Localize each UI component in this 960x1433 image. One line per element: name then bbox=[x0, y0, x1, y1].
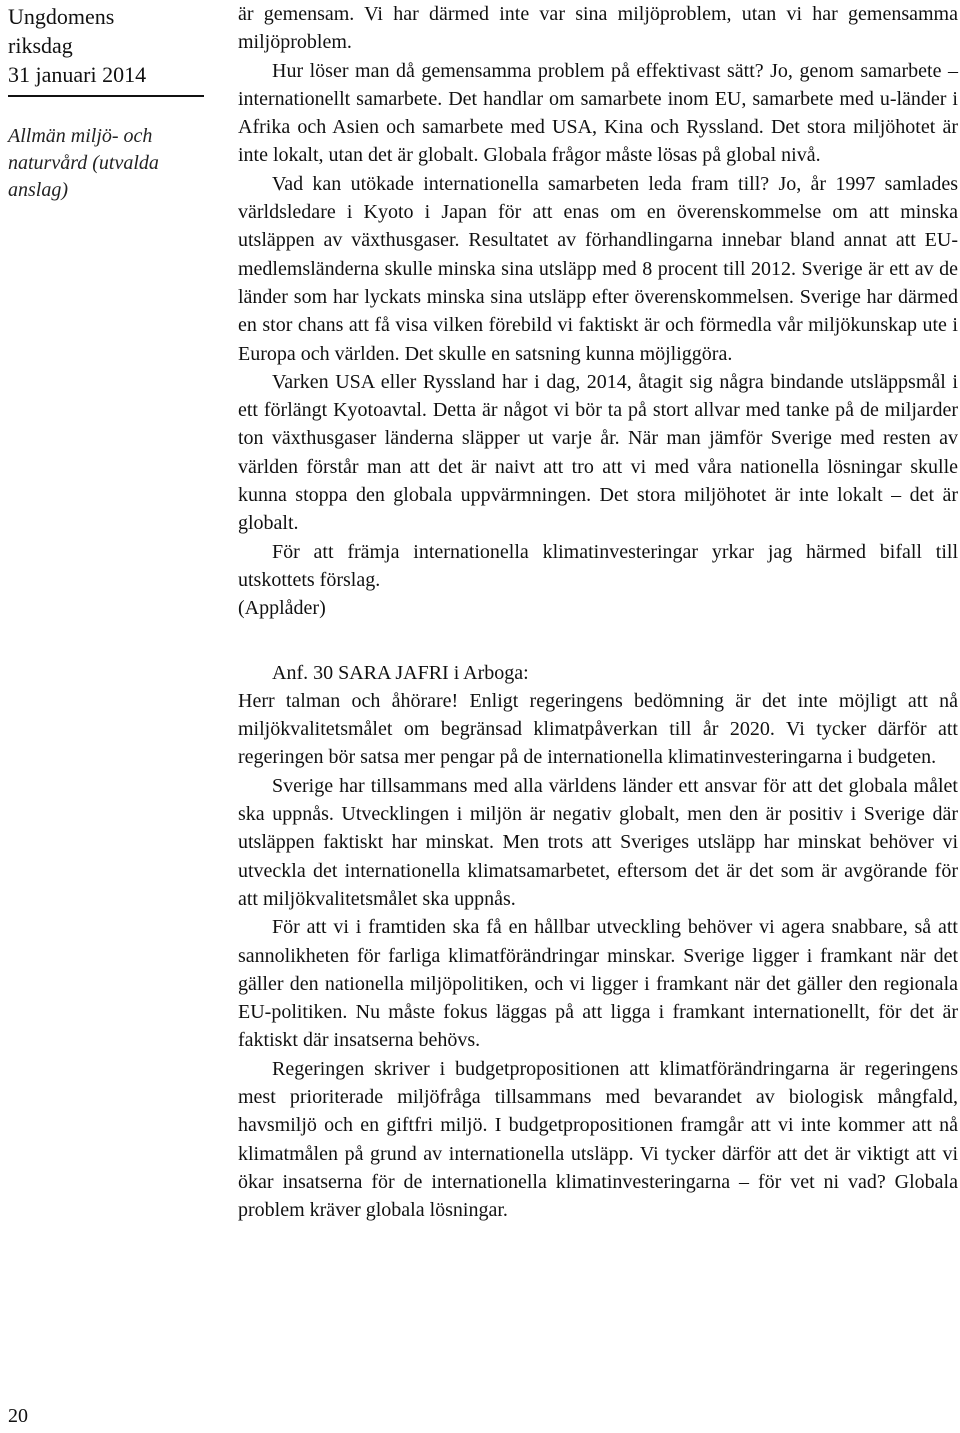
paragraph-5: För att främja internationella klimatinvesteringar yrkar jag härmed bifall till utskottets förslag. bbox=[238, 540, 958, 591]
paragraph-3: Vad kan utökade internationella samarbeten leda fram till? Jo, år 1997 samlades världsledare i Kyoto i Japan för att enas om en överenskommelse om att minska utsläppen av växthusgaser. Resultatet av förhandlingarna innebar bland annat att EU-medlemsländerna skulle minska sina utsläpp med 8 procent till 2012. Sverige är ett av de länder som har lyckats minska sina utsläpp efter överenskommelsen. Sverige har därmed en stor chans att få visa vilken förebild vi faktiskt är och förmedla vår miljökunskap ute i Europa och världen. Det skulle en satsning kunna möjliggöra. bbox=[238, 172, 958, 365]
header-date: 31 januari 2014 bbox=[8, 62, 147, 87]
paragraph-8: För att vi i framtiden ska få en hållbar utveckling behöver vi agera snabbare, så att sannolikheten för farliga klimatförändringar minskar. Sverige ligger i framkant när det gäller den nationella miljöpolitiken, och vi ligger i framkant när det gäller den regionala EU-politiken. Nu måste fokus läggas på att ligga i framkant internationellt, för det är faktiskt där insatserna behövs. bbox=[238, 916, 958, 1052]
page-number: 20 bbox=[8, 1405, 28, 1427]
paragraph-1: är gemensam. Vi har därmed inte var sina miljöproblem, utan vi har gemensamma miljöproblem. bbox=[238, 3, 958, 54]
paragraph-2: Hur löser man då gemensamma problem på effektivast sätt? Jo, genom samarbete – internationellt samarbete. Det handlar om samarbete inom EU, samarbete med u-länder i Afrika och Asien och samarbete med USA, Kina och Ryssland. Det stora miljöhotet är inte lokalt, utan det är globalt. Globala frågor måste lösas på global nivå. bbox=[238, 59, 958, 167]
section-label: Allmän miljö- och naturvård (utvalda anslag) bbox=[8, 125, 159, 201]
paragraph-6: Herr talman och åhörare! Enligt regeringens bedömning är det inte möjligt att nå miljökvalitetsmålet om begränsad klimatpåverkan till år 2020. Vi tycker därför att regeringen bör satsa mer pengar på de internationella klimatinvesteringarna i budgeten. bbox=[238, 689, 958, 769]
paragraph-9: Regeringen skriver i budgetpropositionen att klimatförändringarna är regeringens mest prioriterade miljöfråga tillsammans med bevarandet av biologisk mångfald, havsmiljö och en giftfri miljö. I budgetpropositionen framgår att vi inte kommer att nå klimatmålen på grund av internationella utsläpp. Vi tycker därför att det är viktigt att vi ökar insatserna för de internationella klimatinvesteringarna – för vet ni vad? Globala problem kräver globala lösningar. bbox=[238, 1057, 958, 1222]
margin-column bbox=[8, 0, 208, 1433]
header-divider bbox=[8, 95, 204, 97]
paragraph-4: Varken USA eller Ryssland har i dag, 2014, åtagit sig några bindande utsläppsmål i ett förlängt Kyotoavtal. Detta är något vi bör ta på stort allvar med tanke på de miljarder ton växthusgaser länderna släpper ut varje år. När man jämför Sverige med resten av världen förstår man att det är naivt att tro att vi med våra nationella lösningar skulle kunna stoppa den globala uppvärmningen. Det stora miljöhotet är inte lokalt – det är globalt. bbox=[238, 370, 958, 535]
paragraph-7: Sverige har tillsammans med alla världens länder ett ansvar för att det globala målet ska uppnås. Utvecklingen i miljön är negativ globalt, men den är positiv i Sverige där utsläppen faktiskt har minskat. Men trots att Sveriges utsläpp har minskat behöver vi utveckla det internationella klimatsamarbetet, eftersom det är det som är avgörande för att miljökvalitetsmålet ska uppnås. bbox=[238, 774, 958, 910]
body-text bbox=[238, 0, 958, 1224]
speaker-gap bbox=[238, 623, 958, 659]
speaker-heading: Anf. 30 SARA JAFRI i Arboga: bbox=[272, 661, 529, 684]
applause-note: (Applåder) bbox=[238, 597, 326, 620]
header-line-1: Ungdomens bbox=[8, 4, 115, 29]
header-line-2: riksdag bbox=[8, 33, 73, 58]
page-header bbox=[8, 0, 208, 89]
